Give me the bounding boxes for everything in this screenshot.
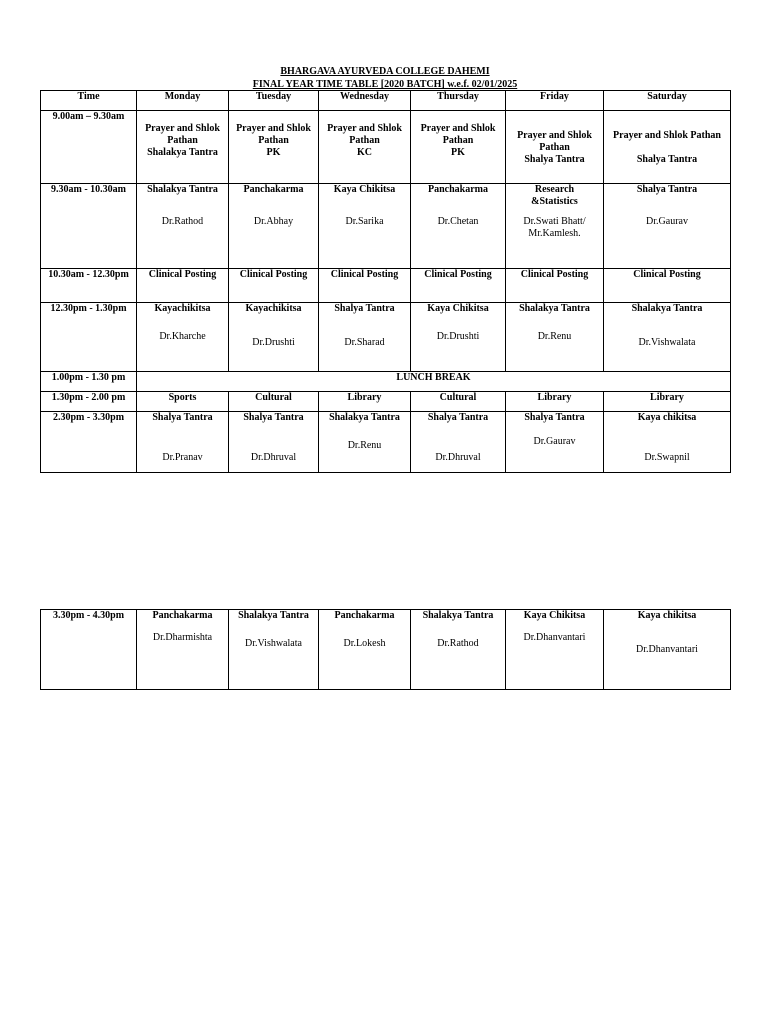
table-row [41,184,731,269]
subject-name: Panchakarma [334,610,395,621]
time-slot: 3.30pm - 4.30pm [41,610,137,690]
schedule-cell [319,412,411,473]
table-row [41,610,731,690]
schedule-cell [604,269,731,303]
subject-name: Shalya Tantra [636,184,698,195]
subject-name: Kaya Chikitsa [333,184,396,195]
schedule-cell [229,412,319,473]
schedule-cell [411,303,506,372]
subject-name: Shalya Tantra [427,412,489,423]
schedule-cell [137,412,229,473]
subject-name: Sports [168,392,197,403]
time-slot: 2.30pm - 3.30pm [41,412,137,473]
subject-name: Clinical Posting [148,269,217,280]
schedule-cell [506,303,604,372]
schedule-cell [506,392,604,412]
lunch-row [41,372,731,392]
schedule-cell [137,392,229,412]
table-row [41,412,731,473]
schedule-cell [411,269,506,303]
header-tuesday: Tuesday [229,91,319,111]
schedule-cell [229,303,319,372]
college-title: BHARGAVA AYURVEDA COLLEGE DAHEMI [280,66,490,77]
teacher-name: Dr.Dhruval [435,452,481,463]
header-thursday: Thursday [411,91,506,111]
time-slot: 10.30am - 12.30pm [41,269,137,303]
teacher-name: Dr.Dhanvantari [636,644,698,655]
header-monday: Monday [137,91,229,111]
teacher-name: Dr.Swapnil [644,452,690,463]
table-row [41,303,731,372]
subject-name: Clinical Posting [633,269,701,280]
schedule-cell [411,392,506,412]
schedule-cell [319,303,411,372]
teacher-name: Dr.Renu [537,331,572,342]
subject-name: Prayer and Shlok Pathan Shalakya Tantra [145,123,220,158]
subject-name: Panchakarma [152,610,213,621]
subject-name: Clinical Posting [424,269,492,280]
subject-name: Shalakya Tantra [519,303,590,314]
schedule-cell [229,111,319,184]
subject-name: Prayer and Shlok Pathan KC [327,123,402,158]
header-wednesday: Wednesday [319,91,411,111]
teacher-name: Dr.Vishwalata [638,337,696,348]
subject-name: Prayer and Shlok Pathan Shalya Tantra [613,130,721,165]
subject-name: Shalakya Tantra [238,610,309,621]
header-time: Time [41,91,137,111]
time-slot: 1.30pm - 2.00 pm [41,392,137,412]
timetable-continued [40,609,731,690]
subject-name: Library [537,392,572,403]
subject-name: Panchakarma [428,184,488,195]
schedule-cell [411,184,506,269]
schedule-cell [411,111,506,184]
teacher-name: Dr.Gaurav [533,436,576,447]
teacher-name: Dr.Rathod [161,216,204,227]
teacher-name: Dr.Kharche [159,331,206,342]
schedule-cell [319,184,411,269]
subject-name: Shalya Tantra [524,412,585,423]
schedule-cell [604,111,731,184]
teacher-name: Dr.Lokesh [343,638,386,649]
schedule-cell [137,269,229,303]
header-friday: Friday [506,91,604,111]
teacher-name: Dr.Drushti [252,337,295,348]
teacher-name: Dr.Rathod [437,638,479,649]
subject-name: Cultural [255,392,292,403]
subject-name: Clinical Posting [239,269,308,280]
subject-name: Clinical Posting [520,269,589,280]
table-row [41,269,731,303]
teacher-name: Dr.Sharad [344,337,385,348]
subject-name: Kaya Chikitsa [427,303,489,314]
schedule-cell [604,392,731,412]
subject-name: Library [650,392,684,403]
schedule-cell [319,610,411,690]
time-slot: 9.30am - 10.30am [41,184,137,269]
subject-name: Panchakarma [243,184,304,195]
subject-name: Shalakya Tantra [422,610,494,621]
subject-name: Kaya Chikitsa [523,610,586,621]
teacher-name: Dr.Dhanvantari [523,632,586,643]
schedule-cell [506,412,604,473]
teacher-name: Dr.Dhruval [250,452,297,463]
subject-name: Shalakya Tantra [329,412,400,423]
schedule-cell [506,610,604,690]
schedule-cell [411,610,506,690]
teacher-name: Dr.Vishwalata [245,638,302,649]
schedule-cell [604,610,731,690]
subject-name: Kayachikitsa [245,303,302,314]
schedule-cell [506,111,604,184]
schedule-cell [319,392,411,412]
schedule-cell [604,184,731,269]
subject-name: Clinical Posting [330,269,399,280]
subject-name: Library [347,392,382,403]
schedule-cell [319,269,411,303]
subject-name: Prayer and Shlok Pathan PK [420,123,496,158]
header-row [41,91,731,111]
teacher-name: Dr.Gaurav [646,216,688,227]
subject-name: Kaya chikitsa [637,412,697,423]
subject-name: Prayer and Shlok Pathan PK [236,123,311,158]
schedule-cell [137,184,229,269]
timetable-main [40,90,731,473]
subject-name: Shalya Tantra [152,412,213,423]
teacher-name: Dr.Swati Bhatt/ Mr.Kamlesh. [523,216,586,239]
table-row [41,111,731,184]
schedule-cell [229,269,319,303]
schedule-cell [506,184,604,269]
schedule-cell [137,111,229,184]
subject-name: Shalya Tantra [334,303,395,314]
schedule-cell [604,303,731,372]
teacher-name: Dr.Renu [347,440,382,451]
schedule-cell [411,412,506,473]
timetable-subtitle: FINAL YEAR TIME TABLE [2020 BATCH] w.e.f. 02/01/2025 [252,79,518,90]
schedule-cell [137,610,229,690]
subject-name: Shalya Tantra [243,412,304,423]
subject-name: Shalakya Tantra [147,184,218,195]
time-slot: 9.00am – 9.30am [41,111,137,184]
schedule-cell [506,269,604,303]
teacher-name: Dr.Pranav [162,452,203,463]
subject-name: Kaya chikitsa [637,610,697,621]
teacher-name: Dr.Abhay [253,216,294,227]
subject-name: Cultural [439,392,477,403]
subject-name: Kayachikitsa [154,303,211,314]
header-saturday: Saturday [604,91,731,111]
schedule-cell [229,610,319,690]
schedule-cell [137,303,229,372]
subject-name: Shalakya Tantra [631,303,703,314]
subject-name: Prayer and Shlok Pathan Shalya Tantra [517,130,592,165]
subject-name: Research &Statistics [531,184,578,207]
teacher-name: Dr.Chetan [437,216,479,227]
schedule-cell [319,111,411,184]
table-row [41,392,731,412]
schedule-cell [229,184,319,269]
schedule-cell [604,412,731,473]
schedule-cell [229,392,319,412]
time-slot: 12.30pm - 1.30pm [41,303,137,372]
teacher-name: Dr.Drushti [436,331,480,342]
teacher-name: Dr.Sarika [345,216,384,227]
lunch-break-label: LUNCH BREAK [137,372,731,392]
teacher-name: Dr.Dharmishta [152,632,213,643]
lunch-time: 1.00pm - 1.30 pm [41,372,137,392]
